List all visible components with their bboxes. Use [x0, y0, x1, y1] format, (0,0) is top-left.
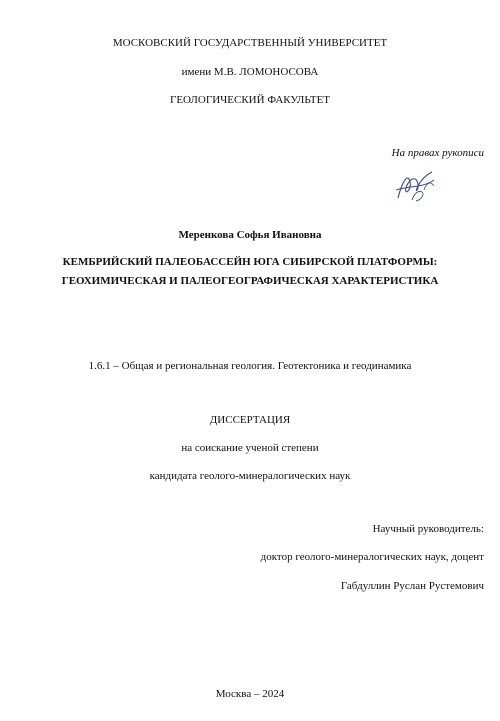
specialty: 1.6.1 – Общая и региональная геология. Геотектоника и геодинамика: [88, 360, 412, 372]
faculty-name: ГЕОЛОГИЧЕСКИЙ ФАКУЛЬТЕТ: [169, 94, 331, 106]
manuscript-note: На правах рукописи: [391, 147, 484, 159]
work-type: ДИССЕРТАЦИЯ: [209, 414, 291, 426]
supervisor-label: Научный руководитель:: [372, 523, 484, 535]
university-name: МОСКОВСКИЙ ГОСУДАРСТВЕННЫЙ УНИВЕРСИТЕТ: [112, 37, 388, 49]
supervisor-rank: доктор геолого-минералогических наук, доцент: [260, 551, 484, 563]
degree-line-2: кандидата геолого-минералогических наук: [149, 470, 351, 482]
supervisor-name: Габдуллин Руслан Рустемович: [340, 580, 484, 592]
named-after: имени М.В. ЛОМОНОСОВА: [181, 66, 319, 78]
author-name: Меренкова Софья Ивановна: [178, 229, 322, 241]
thesis-title-line-1: КЕМБРИЙСКИЙ ПАЛЕОБАССЕЙН ЮГА СИБИРСКОЙ ПЛАТФОРМЫ:: [62, 256, 438, 268]
place-year: Москва – 2024: [215, 688, 285, 700]
degree-line-1: на соискание ученой степени: [181, 442, 319, 454]
signature-icon: [388, 160, 440, 208]
thesis-title-line-2: ГЕОХИМИЧЕСКАЯ И ПАЛЕОГЕОГРАФИЧЕСКАЯ ХАРАКТЕРИСТИКА: [61, 275, 439, 287]
